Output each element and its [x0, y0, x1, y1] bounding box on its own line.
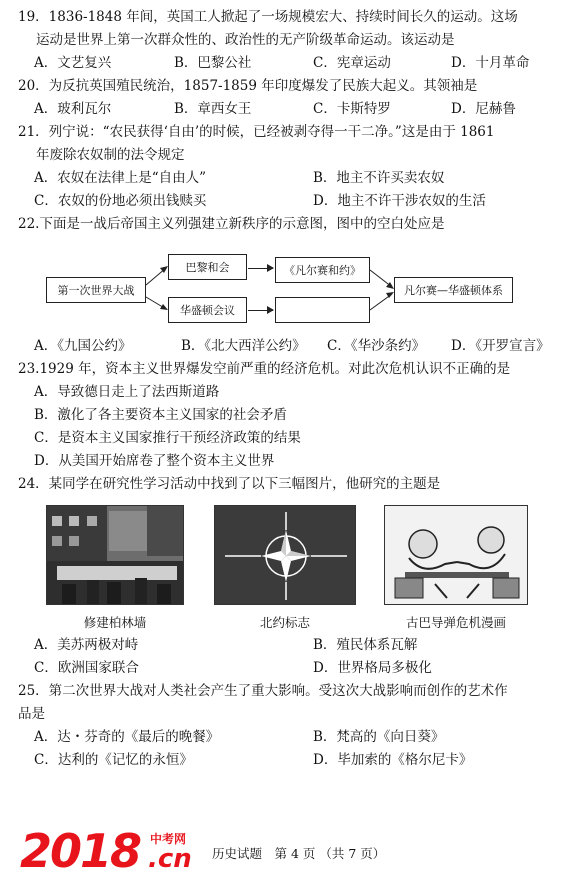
q20-stem: 20．为反抗英国殖民统治，1857-1859 年印度爆发了民族大起义。其领袖是 — [18, 78, 478, 94]
caption-cuban-missile-cartoon: 古巴导弹危机漫画 — [405, 615, 506, 630]
cuban-missile-cartoon-image — [385, 506, 528, 605]
q24-option-c: C．欧洲国家联合 — [34, 660, 139, 676]
logo-site-top: 中考网 — [150, 832, 187, 846]
page-info: 历史试题 第 4 页 （共 7 页） — [212, 846, 386, 861]
q23-option-a: A．导致德日走上了法西斯道路 — [34, 384, 220, 400]
q25-option-b: B．梵高的《向日葵》 — [313, 729, 445, 745]
q24-option-b: B．殖民体系瓦解 — [313, 637, 418, 653]
q24-option-d: D．世界格局多极化 — [313, 660, 432, 676]
q19-stem-line2: 运动是世界上第一次群众性的、政治性的无产阶级革命运动。该运动是 — [36, 32, 455, 48]
q21-option-b: B．地主不许买卖农奴 — [313, 170, 445, 186]
q23-stem: 23.1929 年，资本主义世界爆发空前严重的经济危机。对此次危机认识不正确的是 — [18, 361, 511, 377]
q25-stem-line2: 品是 — [18, 706, 45, 722]
cuban-missile-cartoon — [384, 505, 528, 605]
diagram-arrow-bottom — [248, 310, 273, 311]
q20-option-b: B．章西女王 — [174, 101, 252, 117]
q24-option-a: A．美苏两极对峙 — [34, 637, 139, 653]
diagram-box-paris-conference: 巴黎和会 — [168, 254, 247, 280]
q20-option-c: C．卡斯特罗 — [313, 101, 391, 117]
berlin-wall-photo-image — [47, 506, 184, 605]
q19-option-a: A．文艺复兴 — [34, 55, 112, 71]
berlin-wall-photo — [46, 505, 184, 605]
q22-option-a: A．《九国公约》 — [34, 338, 132, 354]
q19-stem-line1: 19．1836-1848 年间，英国工人掀起了一场规模宏大、持续时间长久的运动。这场 — [18, 9, 518, 25]
caption-berlin-wall: 修建柏林墙 — [83, 615, 147, 630]
q21-option-d: D．地主不许干涉农奴的生活 — [313, 193, 486, 209]
q19-option-c: C．宪章运动 — [313, 55, 391, 71]
q23-option-c: C．是资本主义国家推行干预经济政策的结果 — [34, 430, 301, 446]
q20-option-a: A．玻利瓦尔 — [34, 101, 112, 117]
diagram-box-ww1: 第一次世界大战 — [46, 277, 146, 303]
q23-option-d: D．从美国开始席卷了整个资本主义世界 — [34, 453, 275, 469]
logo-site-bottom: .cn — [148, 844, 192, 874]
nato-compass-star-icon — [215, 506, 356, 605]
q21-option-c: C．农奴的份地必须出钱赎买 — [34, 193, 207, 209]
nato-logo-picture — [214, 505, 356, 605]
q21-option-a: A．农奴在法律上是“自由人” — [34, 170, 207, 186]
q19-option-d: D．十月革命 — [451, 55, 530, 71]
diagram-arrow-top — [248, 268, 273, 269]
q25-option-a: A．达・芬奇的《最后的晚餐》 — [34, 729, 220, 745]
q22-option-c: C．《华沙条约》 — [327, 338, 426, 354]
diagram-box-versailles-treaty: 《凡尔赛和约》 — [275, 257, 370, 283]
q22-stem: 22.下面是一战后帝国主义列强建立新秩序的示意图，图中的空白处应是 — [18, 216, 445, 232]
q23-option-b: B．激化了各主要资本主义国家的社会矛盾 — [34, 407, 287, 423]
q25-option-d: D．毕加索的《格尔尼卡》 — [313, 752, 473, 768]
q22-option-d: D．《开罗宣言》 — [451, 338, 550, 354]
q22-option-b: B．《北大西洋公约》 — [181, 338, 306, 354]
caption-nato-logo: 北约标志 — [259, 615, 310, 630]
diagram-box-washington-conference: 华盛顿会议 — [168, 297, 247, 323]
q21-stem-line2: 年废除农奴制的法令规定 — [36, 147, 185, 163]
diagram-box-versailles-washington-system: 凡尔赛—华盛顿体系 — [394, 277, 513, 303]
q25-option-c: C．达利的《记忆的永恒》 — [34, 752, 193, 768]
q20-option-d: D．尼赫鲁 — [451, 101, 516, 117]
q25-stem-line1: 25．第二次世界大战对人类社会产生了重大影响。受这次大战影响而创作的艺术作 — [18, 683, 508, 699]
q24-stem: 24．某同学在研究性学习活动中找到了以下三幅图片，他研究的主题是 — [18, 476, 441, 492]
q21-stem-line1: 21．列宁说：“农民获得‘自由’的时候，已经被剥夺得一干二净。”这是由于 1861 — [18, 124, 495, 140]
logo-year: 2018 — [20, 824, 141, 878]
q19-option-b: B．巴黎公社 — [174, 55, 252, 71]
